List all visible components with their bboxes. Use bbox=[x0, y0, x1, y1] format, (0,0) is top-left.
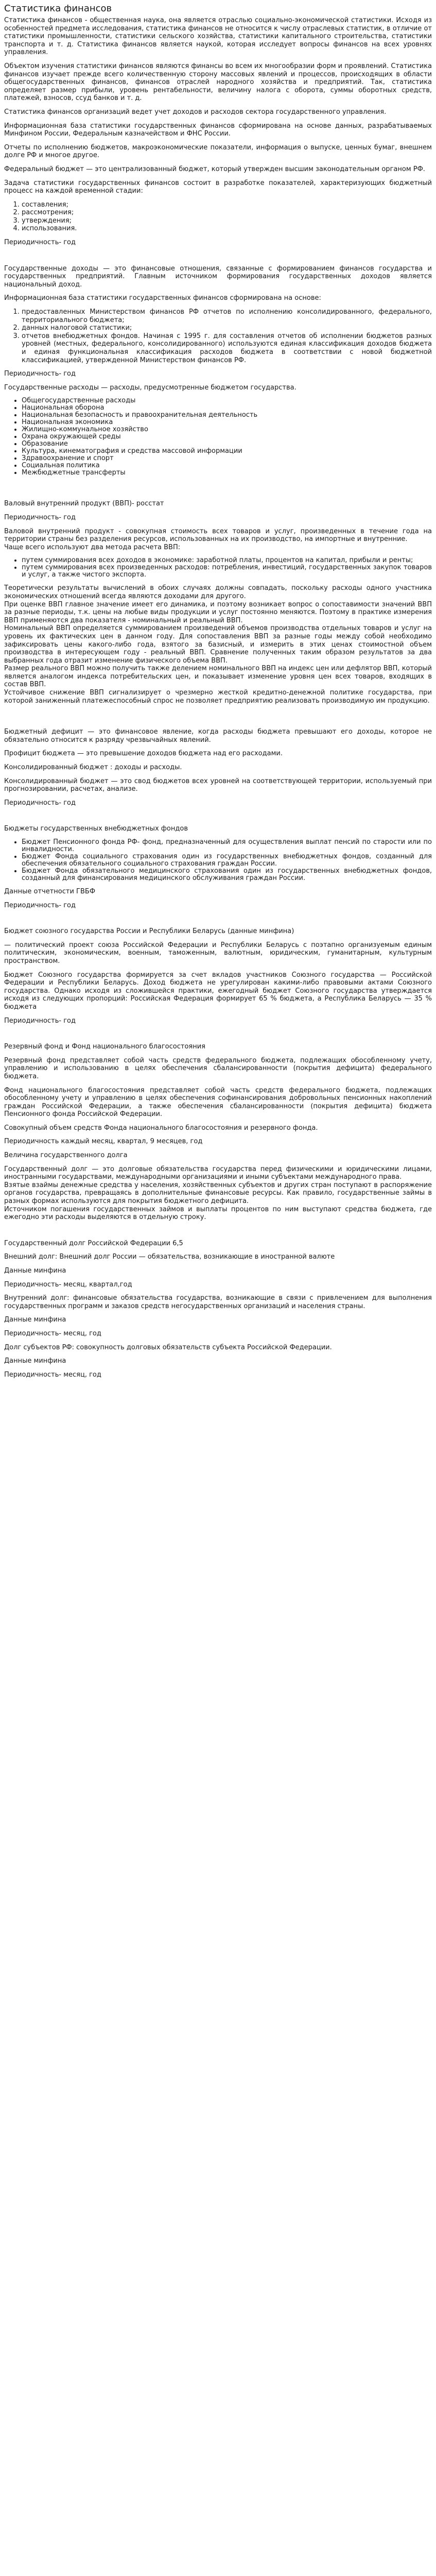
list-item: • Национальная безопасность и правоохранительная деятельность bbox=[22, 412, 432, 419]
list-item: 2. данных налоговой статистики; bbox=[22, 324, 432, 332]
paragraph: Периодичность- год bbox=[4, 370, 76, 378]
paragraph: Профицит бюджета — это превышение доходов бюджета над его расходами. bbox=[4, 750, 283, 758]
paragraph: — политический проект союза Российской Федерации и Республики Беларусь с поэтапно организуемым единым политическим, экономическим, военным, таможенным, валютным, юридическим, гуманитарным, культурным пространством. bbox=[4, 941, 432, 965]
paragraph: Периодичность- год bbox=[4, 239, 76, 247]
list-item: • Жилищно-коммунальное хозяйство bbox=[22, 426, 432, 433]
paragraph: Величина государственного долга bbox=[4, 1151, 128, 1160]
paragraph: Статистика финансов организаций ведет учет доходов и расходов сектора государственного управления. bbox=[4, 108, 387, 116]
paragraph: Теоретически результаты вычислений в обоих случаях должны совпадать, поскольку расходы одного участника экономических отношений всегда являются доходами для другого. При оценке ВВП главное значение имеет его динамика, и поэтому возникает вопрос о сопоставимости значений ВВП за разные периоды, т.к. цены на любые виды продукции и услуг постоянно меняются. Поэтому в практике измерения ВВП применяются два показателя - номинальный и реальный ВВП. Номинальный ВВП определяется суммированием произведений объемов производства отдельных товаров и услуг на уровень их фактических цен в данном году. Для сопоставления ВВП за разные годы между собой необходимо зафиксировать цены какого-либо года, взятого за базисный, и измерить в этих ценах стоимостной объем производства в интересующем году - реальный ВВП. Сравнение полученных таким образом результатов за два выбранных года отразит изменение физического объема ВВП. Размер реального ВВП можно получить также делением номинального ВВП на индекс цен или дефлятор ВВП, который является аналогом индекса потребительских цен, и показывает изменение уровня цен всех товаров, входящих в состав ВВП. Устойчивое снижение ВВП сигнализирует о чрезмерно жесткой кредитно-денежной политике государства, при которой заниженный платежеспособный спрос не позволяет предприятию реализовать производимую им продукцию. bbox=[4, 584, 432, 705]
paragraph: Периодичность- год bbox=[4, 1016, 76, 1025]
paragraph: Отчеты по исполнению бюджетов, макроэкономические показатели, информация о выпуске, ценных бумаг, внешнем долге РФ и многое другое. bbox=[4, 143, 432, 160]
section-spacer bbox=[4, 252, 432, 265]
list-item: 2. рассмотрения; bbox=[22, 209, 432, 217]
paragraph: Задача статистики государственных финансов состоит в разработке показателей, характеризующих бюджетный процесс на каждой временной стадии: bbox=[4, 179, 432, 195]
paragraph: Фонд национального благосостояния представляет собой часть средств федерального бюджета, подлежащих обособленному учету и управлению в целях обеспечения софинансирования добровольных пенсионных накоплений граждан Российской Федерации, а также обеспечения сбалансированности (покрытия дефицита) бюджета Пенсионного фонда Российской Федерации. bbox=[4, 1086, 432, 1118]
section-spacer bbox=[4, 812, 432, 825]
paragraph: Внешний долг: Внешний долг России — обязательства, возникающие в иностранной валюте bbox=[4, 1253, 335, 1261]
section-spacer bbox=[4, 1227, 432, 1240]
paragraph: Бюджетный дефицит — это финансовое явление, когда расходы бюджета превышают его доходы, которое не обязательно относится к разряду чрезвычайных явлений. bbox=[4, 728, 432, 744]
paragraph: Совокупный объем средств Фонда национального благосостояния и резервного фонда. bbox=[4, 1124, 318, 1132]
list-item: 4. использования. bbox=[22, 225, 432, 233]
page-title: Статистика финансов bbox=[4, 3, 112, 14]
paragraph: Бюджеты государственных внебюджетных фондов bbox=[4, 825, 188, 833]
paragraph: Валовый внутренний продукт (ВВП)- росстат bbox=[4, 500, 164, 508]
paragraph: Данные минфина bbox=[4, 1267, 66, 1275]
paragraph: Периодичность- год bbox=[4, 513, 76, 521]
paragraph: Валовой внутренний продукт - совокупная стоимость всех товаров и услуг, произведенных в течение года на территории страны без разделения ресурсов, использованных на их производство, на импортные и внутренние. Чаще всего используют два метода расчета ВВП: bbox=[4, 527, 432, 551]
paragraph: Периодичность- год bbox=[4, 799, 76, 807]
bullet-list bbox=[4, 397, 432, 477]
paragraph: Периодичность- месяц, год bbox=[4, 1370, 101, 1379]
list-item: • Межбюджетные трансферты bbox=[22, 469, 432, 477]
paragraph: Статистика финансов - общественная наука, она является отраслью социально-экономической статистики. Исходя из особенностей предмета исследования, статистика финансов не относится к числу отраслевых статистик, в отличие от статистики промышленности, статистики сельского хозяйства, статистики капитального строительства, статистики транспорта и т. д. Статистика финансов является наукой, которая исследует вопросы финансов на всех уровнях управления. bbox=[4, 16, 432, 57]
paragraph: Государственные доходы — это финансовые отношения, связанные с формированием финансов государства и государственных предприятий. Главным источником формирования государственных доходов является национальный доход. bbox=[4, 264, 432, 289]
paragraph: Данные отчетности ГВБФ bbox=[4, 888, 96, 895]
bullet-list bbox=[4, 839, 432, 882]
list-item: • Здравоохранение и спорт bbox=[22, 455, 432, 462]
list-item: • Общегосударственные расходы bbox=[22, 397, 432, 404]
section-spacer bbox=[4, 482, 432, 500]
section-spacer bbox=[4, 915, 432, 927]
list-item: • Бюджет Фонда обязательного медицинского страхования один из государственных внебюджетных фондов, созданный для финансирования медицинского обслуживания граждан России. bbox=[22, 868, 432, 882]
paragraph: Консолидированный бюджет — это свод бюджетов всех уровней на соответствующей территории, используемый при прогнозировании, расчетах, анализе. bbox=[4, 777, 432, 793]
list-item: • Национальная оборона bbox=[22, 404, 432, 412]
list-item: 1. предоставленных Министерством финансов РФ отчетов по исполнению консолидированного, федерального, территориального бюджета; bbox=[22, 308, 432, 324]
paragraph: Бюджет союзного государства России и Республики Беларусь (данные минфина) bbox=[4, 927, 294, 936]
section-spacer bbox=[4, 1030, 432, 1043]
paragraph: Периодичность- месяц, год bbox=[4, 1329, 101, 1337]
paragraph: Бюджет Союзного государства формируется за счет вкладов участников Союзного государства — Российской Федерации и Республики Беларусь. Доход бюджета не урегулирован какими-либо правовыми актами Союзного государства. Однако исходя из сложившейся практики, ежегодный бюджет Союзного государства утверждается исходя из следующих пропорций: Российская Федерация формирует 65 % бюджета, а Республика Беларусь — 35 % бюджета bbox=[4, 971, 432, 1011]
section-spacer bbox=[4, 710, 432, 728]
list-item: 3. утверждения; bbox=[22, 217, 432, 225]
paragraph: Периодичность- месяц, квартал,год bbox=[4, 1280, 132, 1289]
paragraph: Консолидированный бюджет : доходы и расходы. bbox=[4, 764, 182, 772]
paragraph: Информационная база статистики государственных финансов сформирована на основе данных, разрабатываемых Минфином России, Федеральным казначейством и ФНС России. bbox=[4, 122, 432, 138]
paragraph: Периодичность- год bbox=[4, 901, 76, 909]
paragraph: Долг субъектов РФ: совокупность долговых обязательств субъекта Российской Федерации. bbox=[4, 1343, 332, 1351]
paragraph: Государственный долг — это долговые обязательства государства перед физическими и юридическими лицами, иностранными государствами, международными организациями и иными субъектами международного права. Взятые взаймы денежные средства у населения, хозяйственных субъектов и других стран поступают в распоряжение органов государства, превращаясь в дополнительные финансовые ресурсы. Как правило, государственные займы в разных формах используются для покрытия бюджетного дефицита. Источником погашения государственных займов и выплаты процентов по ним выступают средства бюджета, где ежегодно эти расходы выделяются в отдельную строку. bbox=[4, 1165, 432, 1222]
paragraph: Данные минфина bbox=[4, 1357, 66, 1365]
paragraph: Федеральный бюджет — это централизованный бюджет, который утвержден высшим законодательным органом РФ. bbox=[4, 165, 425, 173]
bullet-list bbox=[4, 557, 432, 579]
paragraph: Информационная база статистики государственных финансов сформирована на основе: bbox=[4, 294, 321, 302]
paragraph: Данные минфина bbox=[4, 1316, 66, 1324]
list-item: 3. отчетов внебюджетных фондов. Начиная с 1995 г. для составления отчетов об исполнении бюджетов разных уровней (местных, федерального, консолидированного) используются единая классификация доходов бюджета и единая функциональная классификация расходов бюджета в соответствии с новой бюджетной классификацией, утвержденной Министерством финансов РФ. bbox=[22, 332, 432, 364]
paragraph: Государственный долг Российской Федерации 6,5 bbox=[4, 1239, 183, 1247]
list-item: 1. составления; bbox=[22, 201, 432, 209]
paragraph: Периодичность каждый месяц, квартал, 9 месяцев, год bbox=[4, 1138, 203, 1146]
list-item: • путем суммирования всех доходов в экономике: заработной платы, процентов на капитал, прибыли и ренты; bbox=[22, 557, 432, 564]
numbered-list bbox=[4, 308, 432, 364]
list-item: • Национальная экономика bbox=[22, 419, 432, 426]
list-item: • Социальная политика bbox=[22, 462, 432, 469]
paragraph: Объектом изучения статистики финансов являются финансы во всем их многообразии форм и проявлений. Статистика финансов изучает прежде всего количественную сторону массовых явлений и процессов, происходящих в области общегосударственных финансов, финансов отраслей народного хозяйства и предприятий. Так, статистика определяет размер прибыли, уровень рентабельности, величину налога с оборота, суммы оборотных средств, платежей, взносов, ссуд банков и т. д. bbox=[4, 62, 432, 103]
paragraph: Государственные расходы — расходы, предусмотренные бюджетом государства. bbox=[4, 383, 297, 392]
list-item: • путем суммирования всех произведенных расходов: потребления, инвестиций, государственных закупок товаров и услуг, а также чистого экспорта. bbox=[22, 564, 432, 579]
paragraph: Резервный фонд и Фонд национального благосостояния bbox=[4, 1043, 206, 1051]
list-item: • Охрана окружающей среды bbox=[22, 433, 432, 440]
paragraph: Резервный фонд представляет собой часть средств федерального бюджета, подлежащих обособленному учету, управлению и использованию в целях обеспечения сбалансированности (покрытия дефицита) федерального бюджета. bbox=[4, 1056, 432, 1080]
paragraph: Внутренний долг: финансовые обязательства государства, возникающие в связи с привлечением для выполнения государственных программ и заказов средств негосударственных организаций и населения страны. bbox=[4, 1294, 432, 1310]
list-item: • Бюджет Фонда социального страхования один из государственных внебюджетных фондов, созданный для обеспечения обязательного социального страхования граждан России. bbox=[22, 853, 432, 868]
numbered-list bbox=[4, 201, 432, 233]
list-item: • Культура, кинематография и средства массовой информации bbox=[22, 448, 432, 455]
list-item: • Образование bbox=[22, 440, 432, 448]
document-body bbox=[4, 16, 432, 1379]
list-item: • Бюджет Пенсионного фонда РФ- фонд, предназначенный для осуществления выплат пенсий по старости или по инвалидности. bbox=[22, 839, 432, 853]
